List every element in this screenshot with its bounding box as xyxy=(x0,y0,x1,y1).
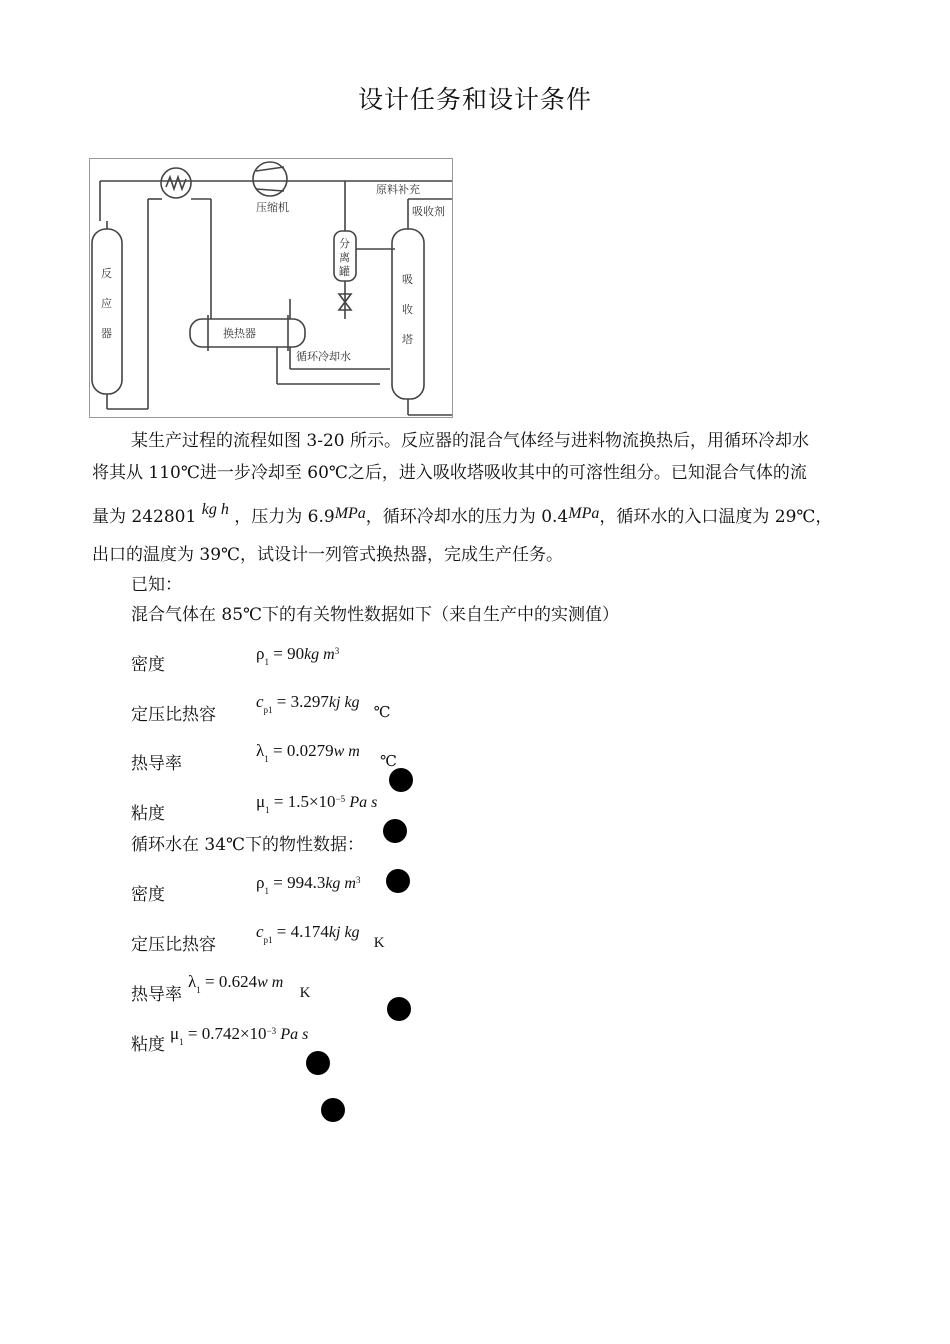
known-heading: 已知： xyxy=(131,575,182,595)
formula-subscript: p1 xyxy=(263,705,273,715)
page-title: 设计任务和设计条件 xyxy=(357,85,592,114)
paragraph-line-1: 某生产过程的流程如图 3-20 所示。反应器的混合气体经与进料物流换热后，用循环冷却水 xyxy=(131,431,809,451)
flow-diagram-svg xyxy=(90,159,452,417)
gas-heading: 混合气体在 85℃下的有关物性数据如下（来自生产中的实测值） xyxy=(131,605,620,625)
water-pressure-text: ，循环冷却水的压力为 0.4 xyxy=(365,507,569,527)
formula-tail-unit: ℃ xyxy=(373,705,391,721)
artifact-dot xyxy=(389,768,413,792)
water-heading: 循环水在 34℃下的物性数据： xyxy=(131,835,365,855)
inlet-temp-text: ，循环水的入口温度为 29℃， xyxy=(599,507,833,527)
fig-label-separator-2: 离 xyxy=(339,251,350,264)
gas-density-formula xyxy=(256,644,340,667)
water-k-label: 热导率 xyxy=(131,985,182,1005)
formula-unit: Pa s xyxy=(349,794,378,811)
gas-density-label: 密度 xyxy=(131,655,165,675)
fig-label-exchanger: 换热器 xyxy=(223,327,256,340)
lambda-symbol: λ xyxy=(188,972,197,991)
flow-rate-unit: kg h xyxy=(201,501,229,518)
formula-value: = 1.5×10 xyxy=(273,792,336,811)
formula-value: = 0.0279 xyxy=(273,741,334,760)
fig-label-separator-3: 罐 xyxy=(339,265,350,278)
formula-tail-unit: K xyxy=(299,985,311,1001)
formula-value: = 90 xyxy=(273,644,305,663)
formula-unit: kg m xyxy=(325,875,356,892)
formula-subscript: p1 xyxy=(263,935,273,945)
gas-k-label: 热导率 xyxy=(131,754,182,774)
formula-subscript: 1 xyxy=(264,754,269,764)
lambda-symbol: λ xyxy=(256,741,265,760)
flow-rate-text: 量为 242801 xyxy=(92,507,197,527)
artifact-dot xyxy=(387,997,411,1021)
artifact-dot xyxy=(383,819,407,843)
formula-tail-unit: K xyxy=(373,935,385,951)
fig-label-absorber-3: 塔 xyxy=(402,333,413,346)
formula-value: = 3.297 xyxy=(276,692,329,711)
mu-symbol: μ xyxy=(256,792,266,811)
water-pressure-unit: MPa xyxy=(568,505,600,522)
paragraph-line-4: 出口的温度为 39℃，试设计一列管式换热器，完成生产任务。 xyxy=(92,545,564,565)
formula-subscript: 1 xyxy=(264,886,269,896)
water-density-formula xyxy=(256,873,361,896)
artifact-dot xyxy=(306,1051,330,1075)
fig-label-reactor-1: 反 xyxy=(101,267,112,280)
gas-cp-label: 定压比热容 xyxy=(131,705,216,725)
formula-subscript: 1 xyxy=(265,805,270,815)
formula-value: = 0.624 xyxy=(205,972,258,991)
water-cp-label: 定压比热容 xyxy=(131,935,216,955)
water-density-label: 密度 xyxy=(131,885,165,905)
water-k-formula xyxy=(188,972,311,1001)
fig-label-reactor-2: 应 xyxy=(101,297,112,310)
water-cp-formula xyxy=(256,922,385,951)
rho-symbol: ρ xyxy=(256,873,265,892)
formula-subscript: 1 xyxy=(264,657,269,667)
fig-label-compressor: 压缩机 xyxy=(256,201,289,214)
gas-mu-formula xyxy=(256,792,378,815)
paragraph-line-3 xyxy=(92,501,833,529)
formula-superscript: 3 xyxy=(334,646,340,656)
formula-unit: kj kg xyxy=(328,924,360,941)
gas-mu-label: 粘度 xyxy=(131,804,165,824)
artifact-dot xyxy=(386,869,410,893)
fig-label-cooling-water: 循环冷却水 xyxy=(296,350,351,363)
gas-cp-formula xyxy=(256,692,391,721)
formula-value: = 0.742×10 xyxy=(187,1024,267,1043)
formula-unit: w m xyxy=(333,743,360,760)
formula-superscript: −5 xyxy=(335,794,346,804)
formula-tail-unit: ℃ xyxy=(380,754,397,770)
formula-subscript: 1 xyxy=(196,985,201,995)
formula-unit: kj kg xyxy=(328,694,360,711)
formula-unit: kg m xyxy=(304,646,335,663)
mu-symbol: μ xyxy=(170,1024,180,1043)
formula-value: = 4.174 xyxy=(276,922,329,941)
paragraph-line-2: 将其从 110℃进一步冷却至 60℃之后，进入吸收塔吸收其中的可溶性组分。已知混合气体的流 xyxy=(92,463,807,483)
rho-symbol: ρ xyxy=(256,644,265,663)
water-mu-formula xyxy=(170,1024,309,1047)
fig-label-feed: 原料补充 xyxy=(376,183,420,196)
gas-k-formula xyxy=(256,741,397,770)
formula-unit: w m xyxy=(257,974,284,991)
formula-superscript: 3 xyxy=(355,875,361,885)
pressure-unit: MPa xyxy=(334,505,366,522)
formula-subscript: 1 xyxy=(179,1037,184,1047)
process-flow-diagram xyxy=(89,158,453,418)
fig-label-separator-1: 分 xyxy=(339,237,350,250)
pressure-text: ，压力为 6.9 xyxy=(234,507,335,527)
fig-label-absorber-2: 收 xyxy=(402,303,413,316)
fig-label-absorber-1: 吸 xyxy=(402,273,413,286)
formula-superscript: −3 xyxy=(266,1026,277,1036)
artifact-dot xyxy=(321,1098,345,1122)
cp-symbol: c xyxy=(256,922,264,941)
fig-label-reactor-3: 器 xyxy=(101,327,112,340)
formula-value: = 994.3 xyxy=(273,873,326,892)
cp-symbol: c xyxy=(256,692,264,711)
water-mu-label: 粘度 xyxy=(131,1035,165,1055)
fig-label-absorbent: 吸收剂 xyxy=(412,205,445,218)
formula-unit: Pa s xyxy=(280,1026,309,1043)
